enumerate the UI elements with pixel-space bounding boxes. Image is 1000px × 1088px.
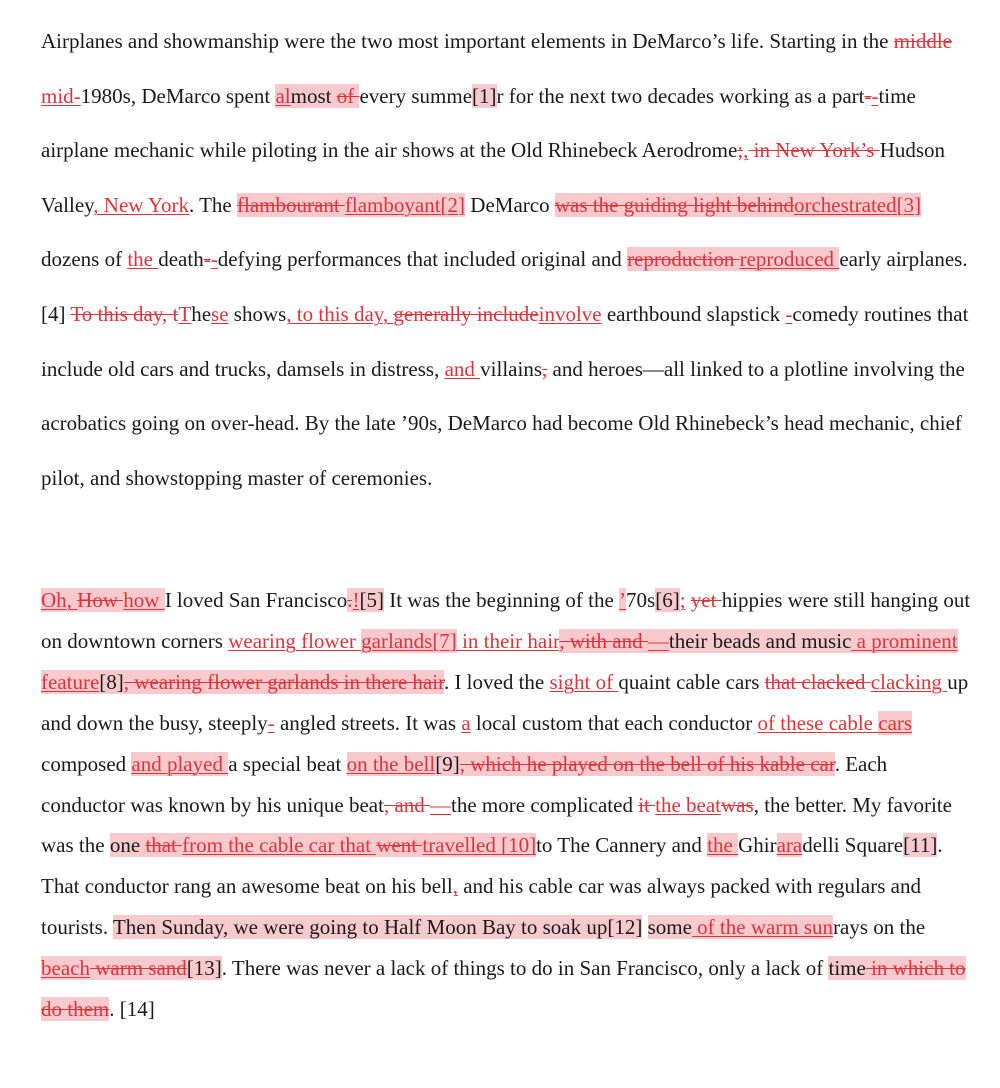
deleted-comment-text: and: [612, 628, 648, 653]
comment-highlight: [6]: [655, 588, 680, 612]
inserted-comment-text: !: [352, 588, 360, 612]
text-run: to The Cannery and: [536, 833, 708, 858]
text-run: and heroes—all linked to a plotline involving the acrobatics going on over-head. By the late ’90s, DeMarco had become Old Rhinebeck’s head mechanic, chief pilot, and showstopping master of ceremonies.: [41, 356, 965, 490]
deleted-comment-text: of: [336, 83, 360, 108]
deleted-comment-text: in which to do them: [41, 956, 966, 1022]
text-run: and his cable car was always packed with regulars and tourists.: [41, 874, 921, 940]
inserted-comment-text: travelled [10]: [422, 833, 537, 858]
inserted-text: sight of: [549, 669, 619, 694]
inserted-comment-text: flamboyant[2]: [344, 192, 466, 217]
text-run: up and down the busy, steeply: [41, 669, 969, 735]
inserted-comment-text: a prominent feature: [41, 628, 958, 694]
comment-highlight: some: [647, 915, 692, 940]
text-run: . Each conductor was known by his unique beat: [41, 751, 888, 817]
inserted-comment-text: ara: [776, 833, 803, 858]
text-run: . The: [188, 192, 238, 217]
inserted-comment-text: from the cable car that: [182, 833, 377, 858]
text-run: I loved San Francisco: [164, 588, 348, 612]
deleted-comment-text: that: [145, 833, 183, 858]
inserted-comment-text: reproduced: [739, 247, 840, 272]
inserted-comment-text: how: [123, 588, 165, 612]
text-run: . That conductor rang an awesome beat on his bell: [41, 833, 943, 899]
text-run: Airplanes and showmanship were the two most important elements in DeMarco’s life. Starting in the: [41, 29, 894, 53]
deleted-comment-text: , wearing flower garlands in there hair: [123, 669, 444, 694]
inserted-comment-text: Oh,: [41, 588, 78, 612]
text-run: . [14]: [109, 997, 155, 1022]
text-run: dozens of: [41, 247, 128, 272]
inserted-text: ,: [452, 874, 458, 899]
text-run: Ghir: [738, 833, 777, 858]
deleted-text: , and: [383, 792, 431, 817]
comment-highlight: [11]: [903, 833, 938, 858]
deleted-text: middle: [893, 29, 952, 53]
text-run: . There was never a lack of things to do in San Francisco, only a lack of: [221, 956, 829, 981]
inserted-text: T: [178, 301, 192, 326]
comment-highlight: one: [109, 833, 146, 858]
inserted-text: ;: [679, 588, 686, 612]
inserted-comment-text: orchestrated[3]: [793, 192, 922, 217]
deleted-comment-text: , with: [559, 628, 613, 653]
text-run: angled streets. It was: [274, 710, 462, 735]
text-run: early airplanes.[4]: [41, 247, 968, 326]
paragraph-san-francisco: [41, 580, 971, 1030]
inserted-comment-text: ’: [619, 588, 627, 612]
text-run: villains: [480, 356, 543, 381]
inserted-comment-text: al: [275, 83, 291, 108]
comment-highlight: Then Sunday, we were going to Half Moon Bay to soak up[12]: [112, 915, 643, 940]
comment-highlight: [5]: [359, 588, 384, 612]
deleted-comment-text: How: [77, 588, 124, 612]
inserted-comment-text: of the warm sun: [691, 915, 834, 940]
inserted-text: , New York: [93, 192, 189, 217]
comment-highlight: [13]: [186, 956, 222, 981]
text-run: It was the beginning of the: [383, 588, 620, 612]
text-run: 70s: [626, 588, 656, 612]
inserted-comment-text: the: [707, 833, 739, 858]
text-run: every summe: [359, 83, 473, 108]
inserted-text: , to this day,: [286, 301, 394, 326]
text-run: r for the next two decades working as a part: [496, 83, 865, 108]
deleted-comment-text: warm sand: [89, 956, 187, 981]
inserted-text: -: [871, 83, 879, 108]
text-run: . I loved the: [443, 669, 550, 694]
deleted-text: -: [864, 83, 872, 108]
deleted-text: generally include: [393, 301, 539, 326]
text-run: Hudson Valley: [41, 138, 946, 217]
text-run: rays on the: [833, 915, 926, 940]
deleted-comment-text: was the guiding light behind: [554, 192, 794, 217]
text-run: delli Square: [802, 833, 904, 858]
deleted-text: that clacked: [764, 669, 871, 694]
text-run: local custom that each conductor: [470, 710, 758, 735]
inserted-comment-text: beach: [41, 956, 90, 981]
deleted-text: was: [721, 792, 754, 817]
inserted-comment-text: on the bell: [346, 751, 436, 776]
text-run: earthbound slapstick: [601, 301, 786, 326]
inserted-text: the: [127, 247, 159, 272]
text-run: 1980s, DeMarco spent: [80, 83, 276, 108]
deleted-text: ,: [542, 356, 548, 381]
text-run: the more complicated: [451, 792, 639, 817]
inserted-text: —: [430, 792, 452, 817]
text-run: [642, 915, 647, 939]
comment-highlight: [1]: [472, 83, 497, 108]
inserted-text: -: [267, 710, 275, 735]
deleted-comment-text: reproduction: [627, 247, 740, 272]
text-run: shows: [228, 301, 287, 326]
deleted-text: in New York’s: [748, 138, 880, 163]
inserted-text: wearing flower: [228, 628, 362, 653]
deleted-comment-text: flambourant: [237, 192, 345, 217]
deleted-comment-text: , which he played on the bell of his kable car: [459, 751, 835, 776]
text-run: time airplane mechanic while piloting in the air shows at the Old Rhinebeck Aerodrome: [41, 83, 916, 163]
comment-highlight: time: [828, 956, 866, 981]
inserted-text: in their hair: [456, 628, 560, 653]
deleted-comment-text: .: [347, 588, 353, 612]
inserted-text: mid-: [41, 83, 81, 108]
inserted-comment-text: —: [647, 628, 669, 653]
inserted-text: and: [444, 356, 481, 381]
inserted-comment-text: cars: [878, 710, 913, 735]
inserted-text: se: [211, 301, 229, 326]
inserted-text: of these cable: [757, 710, 879, 735]
comment-highlight: [8]: [99, 669, 124, 694]
comment-highlight: their beads and music: [668, 628, 852, 653]
inserted-text: a: [461, 710, 471, 735]
text-run: defying performances that included original and: [217, 247, 628, 272]
inserted-text: clacking: [870, 669, 948, 694]
comment-highlight: [9]: [435, 751, 460, 776]
paragraph-demarco: [41, 14, 971, 505]
comment-highlight: most: [290, 83, 337, 108]
deleted-text: it: [638, 792, 656, 817]
text-run: DeMarco: [465, 192, 555, 217]
inserted-text: ,: [743, 138, 749, 163]
text-run: , the better. My favorite was the: [41, 792, 952, 858]
text-run: comedy routines that include old cars and trucks, damsels in distress,: [41, 301, 969, 381]
deleted-text: To this day, t: [70, 301, 179, 326]
inserted-comment-text: garlands[7]: [361, 628, 457, 653]
deleted-comment-text: went: [376, 833, 423, 858]
inserted-text: involve: [538, 301, 602, 326]
inserted-text: -: [785, 301, 793, 326]
deleted-text: ;: [737, 138, 744, 163]
text-run: quaint cable cars: [618, 669, 765, 694]
text-run: composed: [41, 751, 132, 776]
text-run: he: [191, 301, 212, 326]
deleted-text: -: [203, 247, 211, 272]
inserted-text: the beat: [655, 792, 722, 817]
text-run: a special beat: [228, 751, 347, 776]
inserted-text: -: [210, 247, 218, 272]
text-run: hippies were still hanging out on downtown corners: [41, 588, 971, 653]
deleted-text: yet: [690, 588, 722, 612]
text-run: death: [158, 247, 204, 272]
inserted-comment-text: and played: [131, 751, 229, 776]
